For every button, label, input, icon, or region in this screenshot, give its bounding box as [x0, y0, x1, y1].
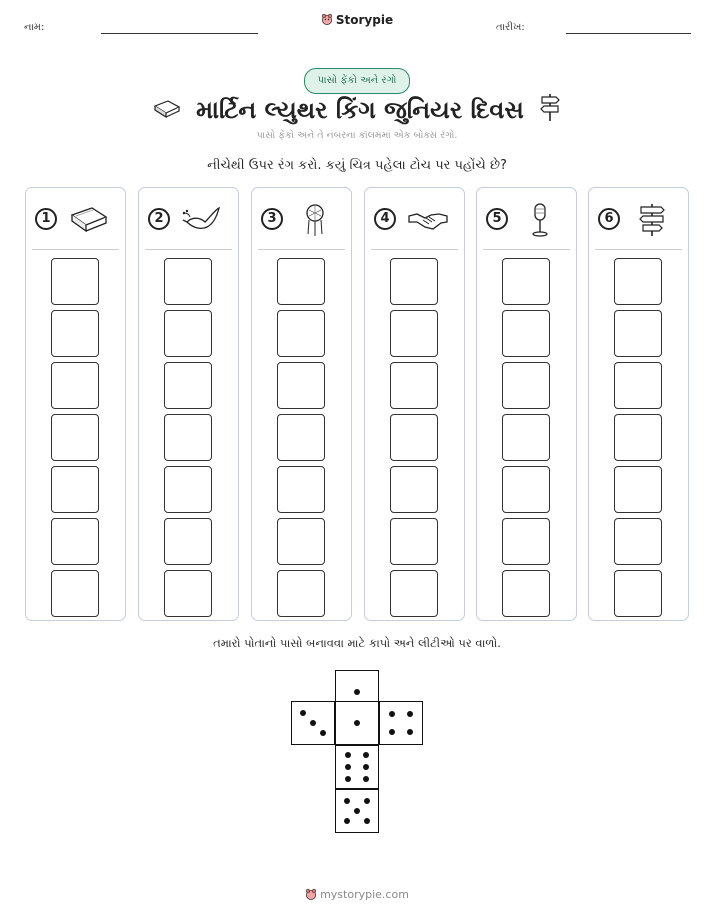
color-box[interactable]: [390, 518, 438, 565]
color-box[interactable]: [614, 258, 662, 305]
pip: [344, 818, 350, 824]
color-box[interactable]: [164, 466, 212, 513]
cut-instruction: તમારો પોતાનો પાસો બનાવવા માટે કાપો અને લીટીઓ પર વાળો.: [213, 636, 501, 650]
pip: [354, 689, 360, 695]
color-box[interactable]: [502, 466, 550, 513]
color-box[interactable]: [51, 258, 99, 305]
handshake-icon: [407, 202, 449, 238]
brand-name: Storypie: [335, 13, 394, 27]
color-box[interactable]: [502, 258, 550, 305]
instruction: નીચેથી ઉપર રંગ કરો. કયું ચિત્ર પહેલા ટોચ પર પહોંચે છે?: [207, 158, 507, 173]
storypie-logo-icon: [305, 888, 317, 900]
color-box[interactable]: [502, 310, 550, 357]
color-box[interactable]: [51, 362, 99, 409]
pip: [363, 776, 369, 782]
book-icon: [152, 98, 182, 120]
color-box[interactable]: [614, 518, 662, 565]
pip: [389, 711, 395, 717]
die-face-4: [379, 701, 423, 745]
column-divider: [595, 249, 682, 250]
color-box[interactable]: [164, 518, 212, 565]
pip: [354, 808, 360, 814]
pip: [345, 776, 351, 782]
color-box[interactable]: [614, 362, 662, 409]
color-box[interactable]: [164, 362, 212, 409]
color-box[interactable]: [502, 518, 550, 565]
column-divider: [32, 249, 119, 250]
dove-icon: [181, 202, 223, 238]
color-box[interactable]: [277, 310, 325, 357]
color-box[interactable]: [51, 414, 99, 461]
column-6: [588, 187, 689, 621]
die-face-5: [335, 789, 379, 833]
column-divider: [258, 249, 345, 250]
color-box[interactable]: [614, 414, 662, 461]
pip: [344, 798, 350, 804]
pip: [300, 710, 306, 716]
color-box[interactable]: [277, 414, 325, 461]
color-box[interactable]: [502, 414, 550, 461]
pip: [407, 711, 413, 717]
color-box[interactable]: [277, 570, 325, 617]
signpost-icon: [631, 202, 673, 238]
color-box[interactable]: [390, 414, 438, 461]
color-box[interactable]: [164, 414, 212, 461]
column-divider: [483, 249, 570, 250]
column-2: [138, 187, 239, 621]
pip: [345, 752, 351, 758]
die-face-6: [335, 745, 379, 789]
column-number: 6: [598, 208, 620, 230]
color-box[interactable]: [390, 570, 438, 617]
die-face-3: [291, 701, 335, 745]
signpost-icon: [538, 92, 562, 122]
footer-url[interactable]: mystorypie.com: [320, 888, 409, 901]
color-box[interactable]: [277, 258, 325, 305]
color-box[interactable]: [502, 570, 550, 617]
color-box[interactable]: [502, 362, 550, 409]
title-text: માર્ટિન લ્યુથર કિંગ જુનિયર દિવસ: [196, 96, 524, 124]
column-5: [476, 187, 577, 621]
pip: [363, 764, 369, 770]
color-box[interactable]: [51, 570, 99, 617]
activity-badge: પાસો ફેંકો અને રંગો: [304, 68, 410, 94]
color-box[interactable]: [390, 258, 438, 305]
column-3: [251, 187, 352, 621]
color-box[interactable]: [614, 310, 662, 357]
pip: [345, 764, 351, 770]
pip: [363, 752, 369, 758]
pip: [364, 818, 370, 824]
column-number: 3: [261, 208, 283, 230]
color-box[interactable]: [390, 362, 438, 409]
column-1: [25, 187, 126, 621]
date-line[interactable]: [566, 33, 691, 34]
column-number: 4: [374, 208, 396, 230]
pip: [310, 720, 316, 726]
color-box[interactable]: [277, 466, 325, 513]
color-box[interactable]: [51, 466, 99, 513]
color-box[interactable]: [51, 518, 99, 565]
color-box[interactable]: [614, 466, 662, 513]
color-box[interactable]: [164, 570, 212, 617]
color-box[interactable]: [277, 518, 325, 565]
pip: [354, 720, 360, 726]
date-label: તારીખ:: [496, 22, 525, 33]
pip: [364, 798, 370, 804]
color-box[interactable]: [51, 310, 99, 357]
pip: [320, 730, 326, 736]
storypie-logo-icon: [321, 13, 333, 25]
column-number: 2: [148, 208, 170, 230]
dreamcatcher-icon: [294, 202, 336, 238]
pip: [407, 729, 413, 735]
column-number: 5: [486, 208, 508, 230]
name-label: નામ:: [24, 22, 45, 33]
color-box[interactable]: [614, 570, 662, 617]
column-divider: [371, 249, 458, 250]
subtitle: પાસો ફેંકો અને તે નંબરના કૉલમમાં એક બોક્સ રંગો.: [256, 130, 458, 141]
color-box[interactable]: [164, 310, 212, 357]
die-face-1-center: [335, 701, 379, 745]
color-box[interactable]: [390, 466, 438, 513]
page-title: [0, 92, 714, 124]
name-line[interactable]: [101, 33, 258, 34]
color-box[interactable]: [164, 258, 212, 305]
column-divider: [145, 249, 232, 250]
microphone-icon: [519, 202, 561, 238]
color-box[interactable]: [390, 310, 438, 357]
column-4: [364, 187, 465, 621]
pip: [389, 729, 395, 735]
book-icon: [68, 202, 110, 238]
column-number: 1: [35, 208, 57, 230]
color-box[interactable]: [277, 362, 325, 409]
footer: [0, 888, 714, 901]
brand: [0, 13, 714, 27]
